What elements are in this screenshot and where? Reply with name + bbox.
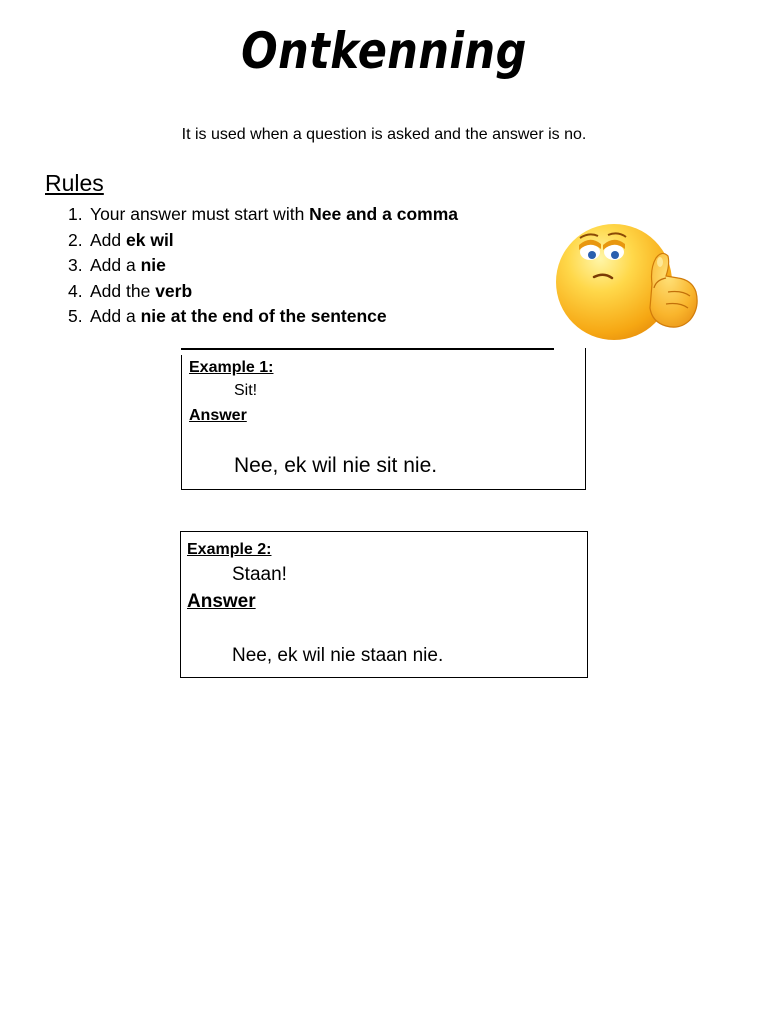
rule-item-3: [68, 253, 458, 279]
rules-list: [68, 202, 458, 330]
rule-text: Your answer must start with: [90, 204, 310, 224]
rule-text: Add a: [90, 255, 141, 275]
example-1-answer: Nee, ek wil nie sit nie.: [234, 454, 438, 477]
example-2-answer-label: Answer: [187, 591, 256, 612]
rule-item-4: [68, 279, 458, 305]
rule-bold-text: nie: [140, 255, 166, 275]
rule-text: Add a: [90, 306, 141, 326]
example-1-answer-label: Answer: [189, 407, 247, 424]
rule-number: 2.: [68, 229, 83, 250]
rule-bold-text: ek wil: [126, 229, 174, 250]
example-2-box: [180, 531, 588, 678]
example-1-label: Example 1:: [189, 359, 274, 376]
subtitle: It is used when a question is asked and the answer is no.: [181, 126, 587, 143]
rules-heading: Rules: [45, 170, 104, 196]
example-1-box: [181, 355, 586, 490]
rule-item-5: [68, 304, 458, 330]
rule-text: Add: [90, 229, 126, 250]
rule-bold-text: verb: [155, 280, 193, 301]
rule-bold-text: Nee and a comma: [309, 204, 458, 224]
example-1-question: Sit!: [234, 382, 258, 399]
rule-item-2: [68, 228, 458, 254]
box-corner: [585, 348, 586, 355]
thinking-emoji-icon: [552, 222, 704, 344]
rule-text: Add the: [90, 280, 156, 301]
rule-number: 3.: [68, 255, 83, 275]
example-2-label: Example 2:: [187, 541, 272, 558]
rule-number: 5.: [68, 306, 83, 326]
example-2-answer: Nee, ek wil nie staan nie.: [232, 645, 444, 666]
example-1-top-border: [181, 348, 554, 350]
rule-number: 4.: [68, 280, 83, 301]
rule-item-1: [68, 202, 458, 228]
example-2-question: Staan!: [232, 564, 287, 585]
rule-number: 1.: [68, 204, 83, 224]
rule-bold-text: nie at the end of the sentence: [140, 306, 387, 326]
page-title: Ontkenning: [241, 22, 527, 80]
